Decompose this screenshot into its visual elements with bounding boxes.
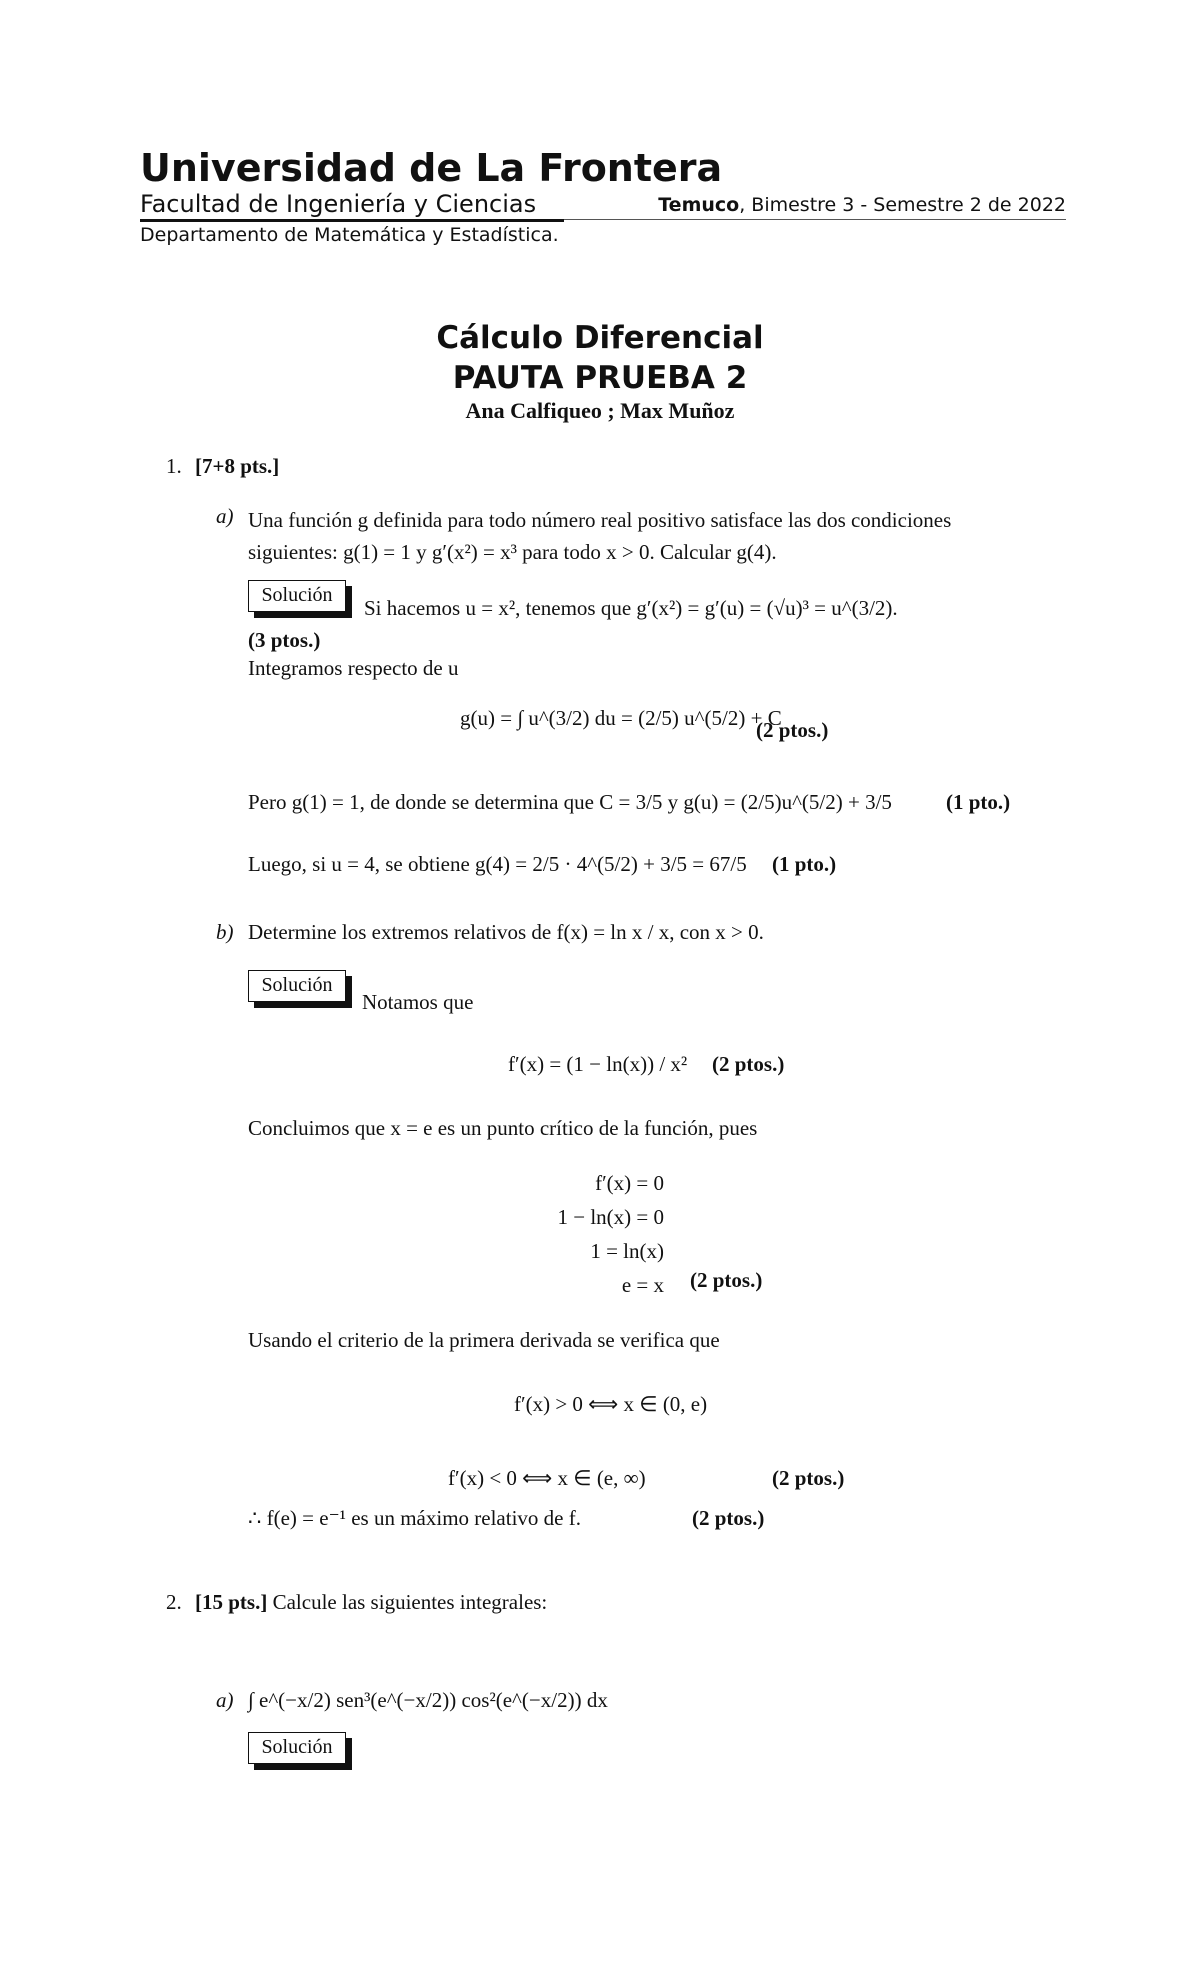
term-info <box>658 194 1066 216</box>
p1b-notamos: Notamos que <box>362 990 474 1014</box>
p1a-statement-line2: siguientes: g(1) = 1 y g′(x²) = x³ para todo x > 0. Calcular g(4). <box>248 540 777 564</box>
p1b-conclude: Concluimos que x = e es un punto crítico de la función, pues <box>248 1116 758 1140</box>
authors: Ana Calfiqueo ; Max Muñoz <box>465 398 735 423</box>
p2a-solution-badge: Solución <box>248 1732 346 1764</box>
p1a-solution-badge: Solución <box>248 580 346 612</box>
p1b-statement: Determine los extremos relativos de f(x) = ln x / x, con x > 0. <box>248 920 764 944</box>
problem2-points: [15 pts.] <box>195 1590 268 1614</box>
problem1-points: [7+8 pts.] <box>195 454 280 478</box>
p1b-pts3: (2 ptos.) <box>772 1466 845 1490</box>
university-name: Universidad de La Frontera <box>140 146 723 190</box>
header-thick-rule <box>140 219 564 222</box>
p1b-conclusion: ∴ f(e) = e⁻¹ es un máximo relativo de f. <box>248 1506 581 1530</box>
p1b-criterion: Usando el criterio de la primera derivada se verifica que <box>248 1328 720 1352</box>
p1b-step: e = x <box>621 1273 664 1297</box>
faculty-name: Facultad de Ingeniería y Ciencias <box>140 190 537 218</box>
problem1-number: 1. <box>166 454 182 478</box>
p1a-integrate: Integramos respecto de u <box>248 656 459 680</box>
course-title: Cálculo Diferencial <box>436 320 764 356</box>
p1a-then-line: Luego, si u = 4, se obtiene g(4) = 2/5 · 4^(5/2) + 3/5 = 67/5 <box>248 852 747 876</box>
p1b-pts2: (2 ptos.) <box>690 1268 763 1292</box>
p1a-pts3: (1 pto.) <box>946 790 1011 814</box>
p1a-statement-line1: Una función g definida para todo número real positivo satisface las dos condiciones <box>248 508 952 532</box>
problem1-header <box>166 454 279 479</box>
exam-title: PAUTA PRUEBA 2 <box>452 360 748 396</box>
p1b-derivative-equation: f′(x) = (1 − ln(x)) / x² <box>508 1052 688 1076</box>
problem2-statement: Calcule las siguientes integrales: <box>272 1590 548 1614</box>
p1a-integral-equation: g(u) = ∫ u^(3/2) du = (2/5) u^(5/2) + C <box>460 706 782 730</box>
p2a-integral: ∫ e^(−x/2) sen³(e^(−x/2)) cos²(e^(−x/2)) dx <box>248 1688 608 1712</box>
p1b-pts1: (2 ptos.) <box>712 1052 785 1076</box>
term: , Bimestre 3 - Semestre 2 de 2022 <box>739 194 1066 216</box>
p1a-but-line: Pero g(1) = 1, de donde se determina que C = 3/5 y g(u) = (2/5)u^(5/2) + 3/5 <box>248 790 892 814</box>
p1b-step: f′(x) = 0 <box>595 1171 664 1195</box>
p1b-step: 1 = ln(x) <box>590 1239 664 1263</box>
p1b-cond2: f′(x) < 0 ⟺ x ∈ (e, ∞) <box>448 1466 646 1490</box>
p1a-sol-line1: Si hacemos u = x², tenemos que g′(x²) = g′(u) = (√u)³ = u^(3/2). <box>364 596 898 620</box>
p1b-solution-badge: Solución <box>248 970 346 1002</box>
p1b-label: b) <box>216 920 234 944</box>
p1b-cond1: f′(x) > 0 ⟺ x ∈ (0, e) <box>514 1392 708 1416</box>
department-name: Departamento de Matemática y Estadística. <box>140 224 559 246</box>
p1a-pts2: (2 ptos.) <box>756 718 829 742</box>
p1a-pts1: (3 ptos.) <box>248 628 321 652</box>
p1b-steps <box>520 1166 664 1302</box>
p1a-pts4: (1 pto.) <box>772 852 837 876</box>
header-thin-rule <box>564 219 1066 220</box>
problem2-number: 2. <box>166 1590 182 1614</box>
p1b-step: 1 − ln(x) = 0 <box>557 1205 664 1229</box>
problem2-header <box>166 1590 547 1615</box>
p2a-label: a) <box>216 1688 234 1712</box>
p1a-label: a) <box>216 504 234 528</box>
p1a-statement <box>248 504 1078 568</box>
city: Temuco <box>658 194 740 216</box>
p1b-pts4: (2 ptos.) <box>692 1506 765 1530</box>
